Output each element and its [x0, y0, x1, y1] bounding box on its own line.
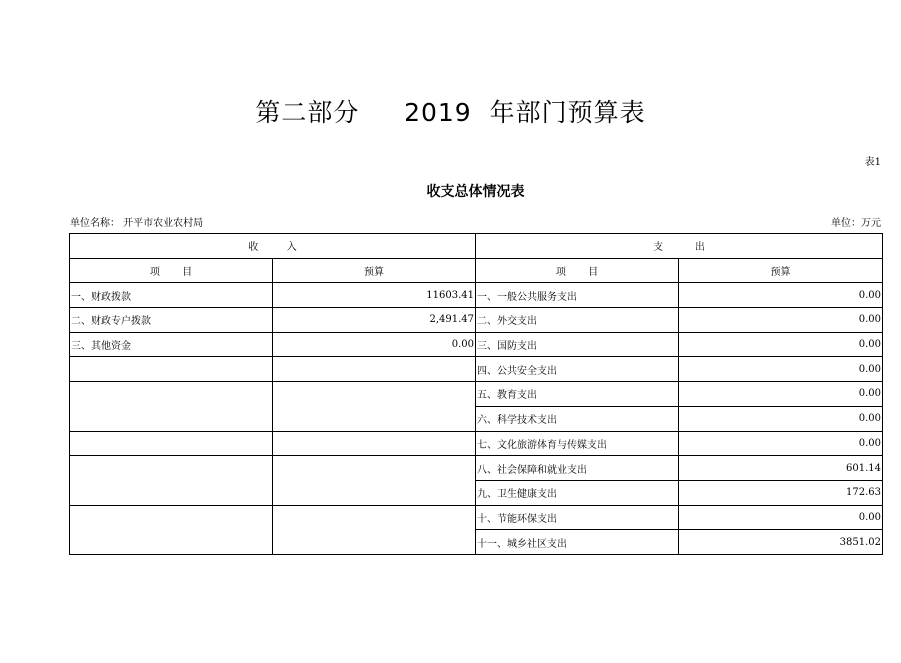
expense-value-cell: 0.00 — [679, 505, 883, 530]
expense-value-cell: 0.00 — [679, 283, 883, 308]
expense-item-header: 项 目 — [476, 258, 679, 283]
expense-value-cell: 0.00 — [679, 382, 883, 407]
expense-value-cell: 0.00 — [679, 357, 883, 382]
table-row — [70, 357, 883, 382]
income-item-cell: 二、财政专户拨款 — [70, 308, 273, 333]
currency-unit-label: 单位：万元 — [831, 218, 881, 229]
income-item-cell — [70, 480, 273, 505]
expense-value-cell: 0.00 — [679, 406, 883, 431]
table-row — [70, 308, 883, 333]
income-item-cell — [70, 505, 273, 530]
income-item-cell: 一、财政拨款 — [70, 283, 273, 308]
income-value-cell — [273, 357, 476, 382]
table-row — [70, 505, 883, 530]
income-item-cell — [70, 530, 273, 555]
expense-budget-header: 预算 — [679, 258, 883, 283]
income-value-cell: 11603.41 — [273, 283, 476, 308]
table-row — [70, 382, 883, 407]
expense-item-cell: 十、节能环保支出 — [476, 505, 679, 530]
expense-header: 支 出 — [476, 234, 883, 259]
income-item-cell — [70, 406, 273, 431]
header-row-sections — [70, 234, 883, 259]
income-item-header: 项 目 — [70, 258, 273, 283]
income-value-cell — [273, 456, 476, 481]
budget-table — [69, 233, 883, 555]
table-row — [70, 283, 883, 308]
expense-value-cell: 3851.02 — [679, 530, 883, 555]
expense-value-cell: 0.00 — [679, 431, 883, 456]
income-value-cell — [273, 431, 476, 456]
income-item-cell — [70, 456, 273, 481]
expense-item-cell: 一、一般公共服务支出 — [476, 283, 679, 308]
unit-name-label: 单位名称： 开平市农业农村局 — [70, 218, 204, 229]
income-value-cell — [273, 505, 476, 530]
page-title: 第二部分 2019 年部门预算表 — [255, 98, 646, 127]
income-value-cell: 2,491.47 — [273, 308, 476, 333]
income-value-cell — [273, 382, 476, 407]
table-row — [70, 456, 883, 481]
expense-item-cell: 三、国防支出 — [476, 332, 679, 357]
income-value-cell — [273, 480, 476, 505]
expense-item-cell: 十一、城乡社区支出 — [476, 530, 679, 555]
table-row — [70, 406, 883, 431]
income-item-cell — [70, 357, 273, 382]
income-item-cell — [70, 431, 273, 456]
table-row — [70, 530, 883, 555]
expense-value-cell: 601.14 — [679, 456, 883, 481]
expense-item-cell: 四、公共安全支出 — [476, 357, 679, 382]
income-item-cell: 三、其他资金 — [70, 332, 273, 357]
header-row-columns — [70, 258, 883, 283]
table-subtitle: 收支总体情况表 — [426, 184, 525, 200]
expense-item-cell: 九、卫生健康支出 — [476, 480, 679, 505]
income-budget-header: 预算 — [273, 258, 476, 283]
expense-value-cell: 172.63 — [679, 480, 883, 505]
income-item-cell — [70, 382, 273, 407]
expense-item-cell: 八、社会保障和就业支出 — [476, 456, 679, 481]
income-value-cell — [273, 530, 476, 555]
expense-item-cell: 五、教育支出 — [476, 382, 679, 407]
expense-item-cell: 七、文化旅游体育与传媒支出 — [476, 431, 679, 456]
income-header: 收 入 — [70, 234, 476, 259]
table-row — [70, 480, 883, 505]
expense-item-cell: 六、科学技术支出 — [476, 406, 679, 431]
expense-value-cell: 0.00 — [679, 308, 883, 333]
expense-value-cell: 0.00 — [679, 332, 883, 357]
table-row — [70, 431, 883, 456]
table-row — [70, 332, 883, 357]
income-value-cell — [273, 406, 476, 431]
income-value-cell: 0.00 — [273, 332, 476, 357]
budget-table-body — [70, 234, 883, 555]
expense-item-cell: 二、外交支出 — [476, 308, 679, 333]
table-number: 表1 — [864, 157, 881, 168]
